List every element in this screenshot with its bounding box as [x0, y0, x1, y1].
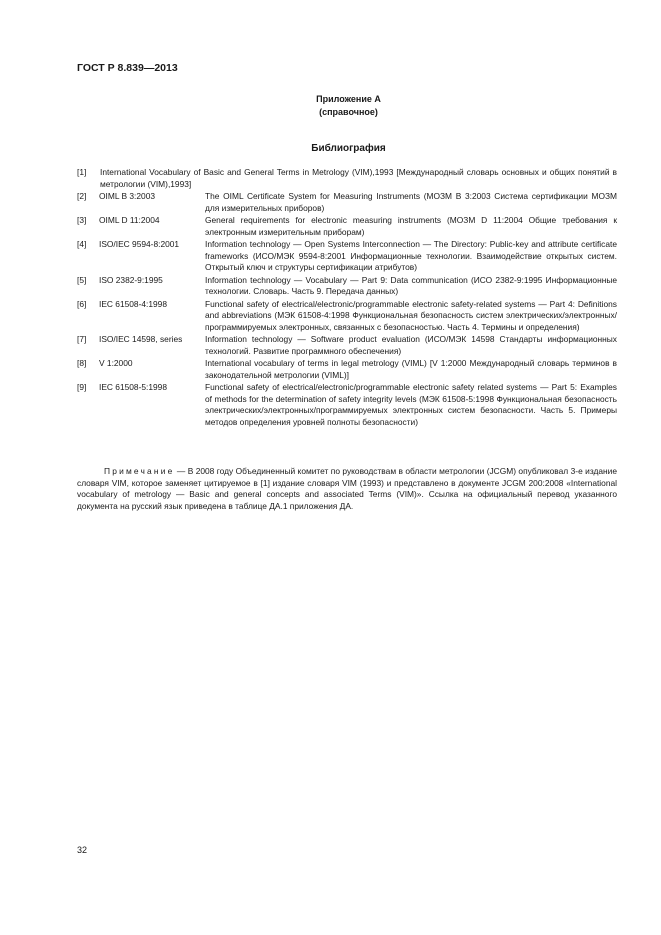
- entry-text: Information technology — Vocabulary — Part 9: Data communication (ИСО 2382-9:1995 Информационные технологии. Словарь. Часть 9. Передача данных): [205, 274, 617, 296]
- entry-code: ISO/IEC 9594-8:2001: [99, 239, 180, 249]
- entry-number: [5]: [77, 274, 87, 285]
- entry-code: V 1:2000: [99, 358, 133, 368]
- entry-text: Functional safety of electrical/electronic/programmable electronic safety related systems — Part 5: Examples of methods for the determination of safety integrity levels (МЭК 61508-5:1998 Функциональная безопасность электрических/электронных/программируемых электронных систем безопасности. Часть 5. Примеры методов определения уровней полноты безопасности): [205, 382, 617, 427]
- entry-number: [3]: [77, 215, 87, 225]
- entry-code: ISO/IEC 14598, series: [99, 334, 183, 344]
- entry-text: International Vocabulary of Basic and General Terms in Metrology (VIM),1993 [Международный словарь основных и общих понятий в метрологии (VIM),1993]: [100, 167, 617, 189]
- appendix-title: Приложение А: [316, 94, 381, 104]
- note-paragraph: [77, 466, 617, 512]
- bibliography-entry: [77, 299, 617, 334]
- entry-number: [8]: [77, 358, 87, 368]
- entry-code: OIML B 3:2003: [99, 191, 156, 201]
- entry-number: [4]: [77, 239, 87, 249]
- entry-text: Information technology — Software product evaluation (ИСО/МЭК 14598 Стандарты информационных технологий. Развитие программного обеспечения): [205, 334, 617, 356]
- bibliography-title: Библиография: [311, 143, 386, 154]
- bibliography-entry: [77, 334, 617, 357]
- bibliography-entry: [77, 358, 617, 381]
- entry-number: [9]: [77, 382, 87, 392]
- entry-text: The OIML Certificate System for Measuring Instruments (МОЗМ В 3:2003 Система сертификации МОЗМ для измерительных приборов): [205, 191, 617, 213]
- entry-text: General requirements for electronic measuring instruments (МОЗМ D 11:2004 Общие требования к электронным измерительным приборам): [205, 215, 617, 237]
- entry-number: [6]: [77, 298, 87, 309]
- entry-code: IEC 61508-4:1998: [99, 298, 167, 309]
- page-number: 32: [77, 845, 88, 855]
- bibliography-entry: [77, 275, 617, 298]
- bibliography-entry: [77, 191, 617, 214]
- bibliography-entry: [77, 382, 617, 428]
- note-dash: —: [174, 466, 188, 476]
- entry-number: [1]: [77, 167, 87, 177]
- appendix-heading: [0, 93, 661, 119]
- note-label: Примечание: [104, 466, 175, 476]
- entry-code: OIML D 11:2004: [99, 215, 160, 225]
- bibliography-entry: [77, 215, 617, 238]
- entry-number: [7]: [77, 334, 87, 344]
- bibliography-list: [77, 167, 617, 429]
- entry-code: ISO 2382-9:1995: [99, 274, 163, 285]
- appendix-subtitle: (справочное): [319, 107, 378, 117]
- entry-number: [2]: [77, 191, 87, 201]
- note-text: В 2008 году Объединенный комитет по руководствам в области метрологии (JCGM) опубликовал 3-е издание словаря VIM, которое заменяет цитируемое в [1] издание словаря VIM (1993) и представлено в документе JCGM 200:2008 «International vocabulary of metrology — Basic and general concepts and associated Terms (VIM)». Ссылка на официальный перевод указанного документа на русский язык приведена в таблице ДА.1 приложения ДА.: [77, 466, 617, 511]
- entry-text: Information technology — Open Systems Interconnection — The Directory: Public-key and attribute certificate frameworks (ИСО/МЭК 9594-8:2001 Информационные технологии. Взаимодействие открытых систем. Открытый ключ и структуры сертификации атрибутов): [205, 239, 617, 272]
- bibliography-entry: [77, 239, 617, 274]
- entry-text: International vocabulary of terms in legal metrology (VIML) [V 1:2000 Международный словарь терминов в законодательной метрологии (VIML)]: [205, 358, 617, 380]
- bibliography-entry: [77, 167, 617, 190]
- entry-text: Functional safety of electrical/electronic/programmable electronic safety-related systems — Part 4: Definitions and abbreviations (МЭК 61508-4:1998 Функциональная безопасность систем электрических/электронных/программируемых электронных, связанных с безопасностью. Часть 4. Термины и определения): [205, 298, 617, 332]
- entry-code: IEC 61508-5:1998: [99, 382, 167, 392]
- document-standard-header: ГОСТ Р 8.839—2013: [77, 62, 178, 74]
